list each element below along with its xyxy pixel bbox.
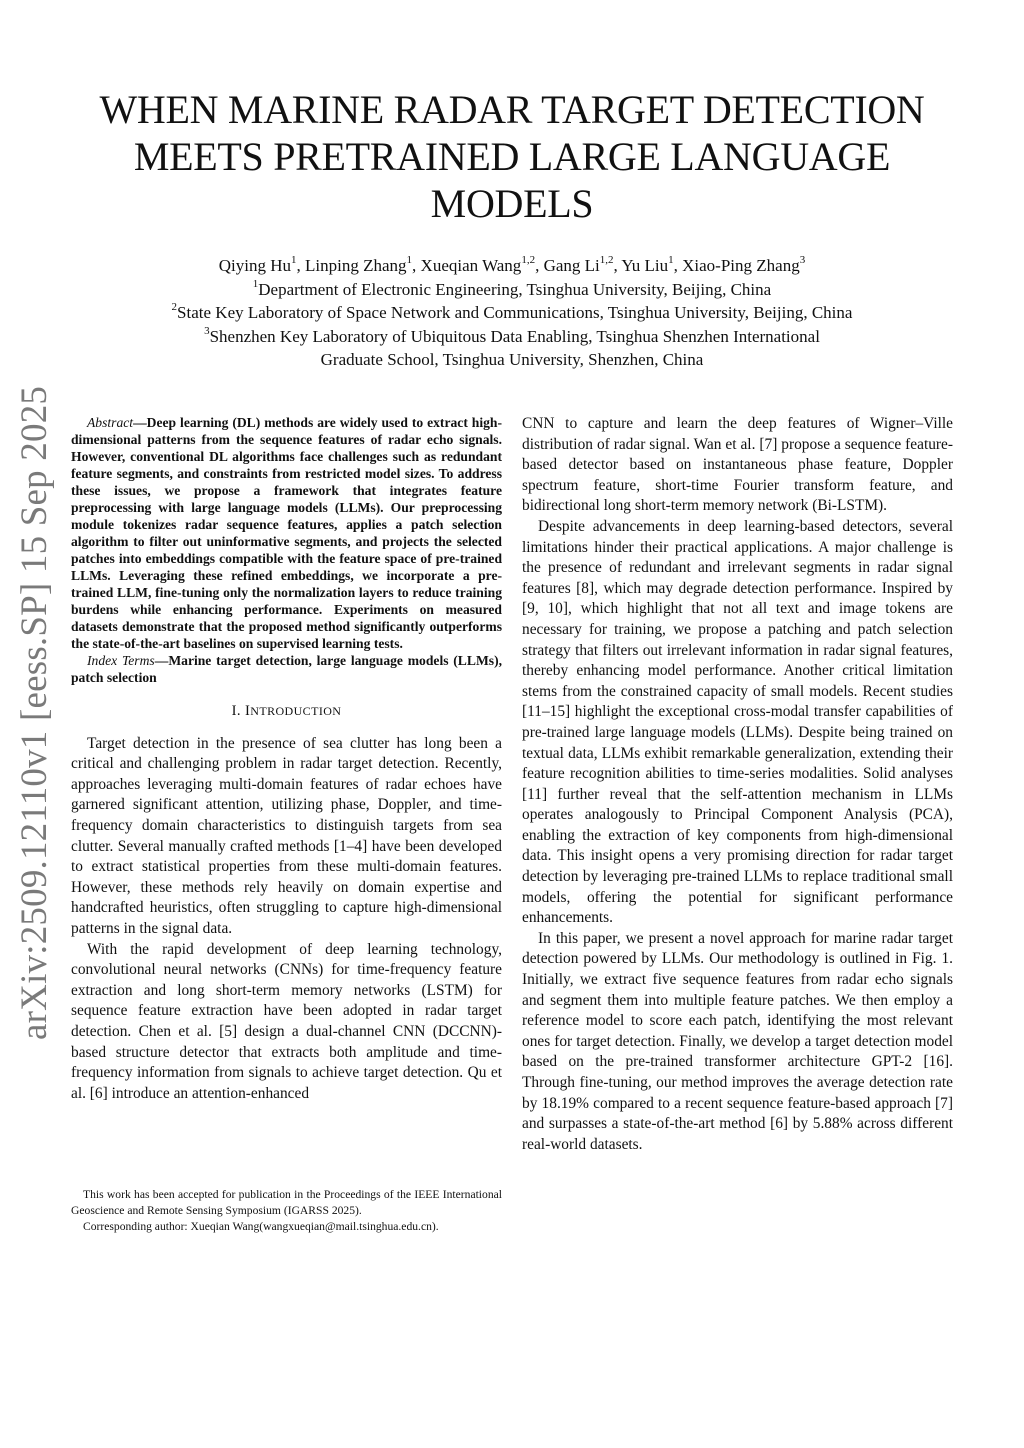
author-affiliation-mark: 1,2	[521, 254, 536, 267]
abstract-text: —Deep learning (DL) methods are widely used to extract high-dimensional patterns from the sequence features of radar echo signals. However, conventional DL algorithms face challenges such as redundant feature segments, and constraints from restricted model sizes. To address these issues, we propose a framework that integrates feature preprocessing with large language models (LLMs). Our preprocessing module tokenizes radar sequence features, applies a patch selection algorithm to filter out uninformative segments, and projects the selected patches into embeddings compatible with the feature space of pre-trained LLMs. Leveraging these refined embeddings, we incorporate a pre-trained LLM, fine-tuning only the normalization layers to reduce training burdens while enhancing performance. Experiments on measured datasets demonstrate that the proposed method significantly outperforms the state-of-the-art baselines on supervised learning tests.	[71, 415, 502, 651]
affiliation-text: Graduate School, Tsinghua University, Shenzhen, China	[320, 350, 704, 369]
affiliation-mark: 3	[204, 324, 210, 337]
author-affiliation-mark: 1	[668, 254, 674, 267]
author-name: Gang Li	[543, 256, 600, 275]
abstract	[71, 414, 502, 652]
author-affiliation-mark: 1,2	[599, 254, 614, 267]
title-line: MEETS PRETRAINED LARGE LANGUAGE	[133, 134, 891, 179]
body-paragraph: With the rapid development of deep learning technology, convolutional neural networks (CNNs) for time-frequency feature extraction and long short-term memory networks (LSTM) for sequence feature extraction have been adopted in radar target detection. Chen et al. [5] design a dual-channel CNN (DCCNN)-based structure detector that extracts both amplitude and time-frequency information from signals to achieve target detection. Qu et al. [6] introduce an attention-enhanced	[71, 940, 502, 1102]
author-name: Xueqian Wang	[420, 256, 522, 275]
abstract-lead: Abstract	[87, 415, 134, 430]
index-terms-lead: Index Terms	[87, 653, 155, 668]
author-name: Yu Liu	[621, 256, 669, 275]
author-affiliation-mark: 1	[406, 254, 413, 267]
body-paragraph: Despite advancements in deep learning-based detectors, several limitations hinder their practical applications. A major challenge is the presence of redundant and irrelevant segments in radar signal features [8], which may degrade detection performance. Inspired by [9, 10], which highlight that not all text and image tokens are necessary for training, we propose a patching and patch selection strategy that filters out irrelevant information in radar signal features, thereby enhancing model performance. Another critical limitation stems from the constrained capacity of small models. Recent studies [11–15] highlight the exceptional cross-modal transfer capabilities of pre-trained large language models (LLMs). Despite being trained on textual data, LLMs exhibit remarkable generalization, extending their feature recognition abilities to time-series modalities. Solid analyses [11] further reveal that the self-attention mechanism in LLMs operates analogously to Principal Component Analysis (PCA), enabling the extraction of key components from high-dimensional data. This insight opens a very promising direction for radar target detection by leveraging pre-trained LLMs to replace traditional small models, offering the potential for significant performance enhancements.	[522, 517, 953, 927]
body-paragraph: In this paper, we present a novel approach for marine radar target detection powered by LLMs. Our methodology is outlined in Fig. 1. Initially, we extract five sequence features from radar echo signals and segment them into multiple feature patches. We then employ a reference model to score each patch, identifying the most relevant ones for target detection. Finally, we develop a target detection model based on the pre-trained transformer architecture GPT-2 [16]. Through fine-tuning, our method improves the average detection rate by 18.19% compared to a recent sequence feature-based approach [7] and surpasses a state-of-the-art method [6] by 5.88% across different real-world datasets.	[522, 929, 953, 1153]
index-terms	[71, 652, 502, 686]
affiliation-mark: 2	[171, 301, 178, 314]
section-title-rest: NTRODUCTION	[250, 704, 342, 718]
footnote-publication: This work has been accepted for publication in the Proceedings of the IEEE International Geoscience and Remote Sensing Symposium (IGARSS 2025).	[71, 1188, 502, 1217]
body-paragraph: Target detection in the presence of sea clutter has long been a critical and challenging problem in radar target detection. Recently, approaches leveraging multi-domain features of radar echoes have garnered significant attention, utilizing phase, Doppler, and time-frequency domain characteristics to distinguish targets from sea clutter. Several manually crafted methods [1–4] have been developed to extract statistical properties from these multi-domain features. However, these methods rely heavily on domain expertise and handcrafted heuristics, often struggling to capture high-dimensional patterns in the signal data.	[71, 734, 502, 937]
author-affiliation-mark: 3	[799, 254, 806, 267]
left-column	[71, 414, 502, 1104]
author-name: Qiying Hu	[218, 256, 292, 275]
author-name: Linping Zhang	[305, 256, 407, 275]
affiliation-line	[60, 325, 964, 349]
author-list: Qiying Hu$^1$, Linping Zhang$^1$, Xueqian Wang$^{1,2}$, Gang Li$^{1,2}$, Yu Liu$^1$, Xiao-Ping Zhang$^3$	[218, 254, 806, 275]
author-affiliation-mark: 1	[291, 254, 297, 267]
section-numeral: I.	[231, 703, 246, 719]
affiliation-line	[60, 348, 964, 372]
section-heading-introduction	[71, 701, 502, 722]
footnote-corresponding-author: Corresponding author: Xueqian Wang(wangxueqian@mail.tsinghua.edu.cn).	[83, 1220, 439, 1233]
author-block	[60, 254, 964, 372]
title-line: MODELS	[430, 181, 594, 226]
author-name: Xiao-Ping Zhang	[682, 256, 800, 275]
affiliation-text: Department of Electronic Engineering, Tsinghua University, Beijing, China	[258, 279, 772, 299]
title-line: WHEN MARINE RADAR TARGET DETECTION	[99, 87, 925, 132]
affiliation-line	[60, 278, 964, 302]
affiliation-mark: 1	[252, 277, 259, 290]
affiliation-line	[60, 301, 964, 325]
affiliation-text: State Key Laboratory of Space Network and Communications, Tsinghua University, Beijing, China	[177, 303, 853, 322]
footnote	[71, 1187, 502, 1235]
body-paragraph: CNN to capture and learn the deep features of Wigner–Ville distribution of radar signal. Wan et al. [7] propose a sequence feature-based detector based on instantaneous phase feature, Doppler spectrum feature, short-time Fourier transform feature, and bidirectional long short-term memory network (Bi-LSTM).	[522, 415, 953, 515]
paper-title	[60, 86, 964, 227]
right-column	[522, 414, 953, 1155]
index-terms-text: —Marine target detection, large language models (LLMs), patch selection	[71, 653, 502, 685]
section-title-initial: I	[245, 703, 251, 719]
affiliation-text: Shenzhen Key Laboratory of Ubiquitous Data Enabling, Tsinghua Shenzhen International	[209, 326, 820, 346]
arxiv-stamp: arXiv:2509.12110v1 [eess.SP] 15 Sep 2025	[14, 385, 55, 1040]
